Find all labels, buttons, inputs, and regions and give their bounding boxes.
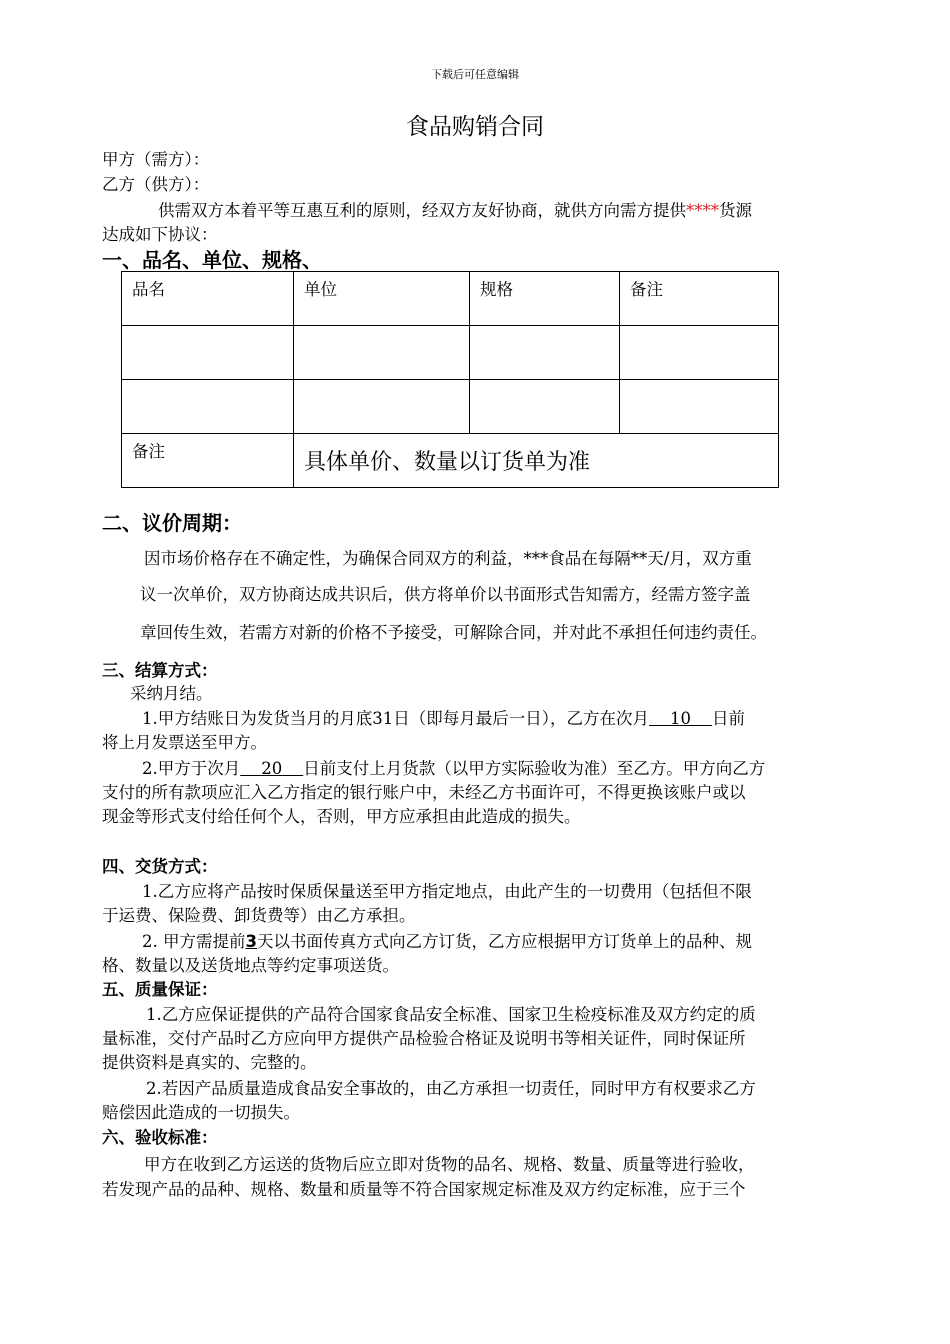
section5-item2-line2: 赔偿因此造成的一切损失。 bbox=[102, 1103, 300, 1122]
intro-line-2: 达成如下协议： bbox=[102, 225, 218, 244]
section2-line-2: 议一次单价，双方协商达成共识后，供方将单价以书面形式告知需方，经需方签字盖 bbox=[140, 585, 751, 604]
table-cell bbox=[470, 326, 620, 380]
intro-text: 供需双方本着平等互惠互利的原则，经双方友好协商，就供方向需方提供 bbox=[158, 201, 686, 220]
section4-item2-text: 2. 甲方需提前 bbox=[142, 932, 246, 951]
section3-heading: 三、结算方式： bbox=[102, 661, 218, 680]
section3-item1-line2: 将上月发票送至甲方。 bbox=[102, 733, 267, 752]
section6-heading: 六、验收标准： bbox=[102, 1128, 218, 1147]
table-row bbox=[122, 380, 779, 434]
table-row bbox=[122, 326, 779, 380]
section5-item2-line1: 2.若因产品质量造成食品安全事故的，由乙方承担一切责任，同时甲方有权要求乙方 bbox=[146, 1079, 756, 1098]
section3-item2-line1 bbox=[142, 757, 862, 781]
section1-heading: 一、品名、单位、规格、 bbox=[102, 248, 322, 272]
blank-day-20 bbox=[240, 759, 303, 778]
section3-item2-line3: 现金等形式支付给任何个人，否则，甲方应承担由此造成的损失。 bbox=[102, 807, 581, 826]
spec-table bbox=[121, 271, 779, 488]
section2-line-1: 因市场价格存在不确定性，为确保合同双方的利益，***食品在每隔**天/月，双方重 bbox=[144, 549, 752, 568]
table-header-cell: 规格 bbox=[470, 272, 620, 326]
section6-line-1: 甲方在收到乙方运送的货物后应立即对货物的品名、规格、数量、质量等进行验收， bbox=[144, 1155, 755, 1174]
section3-line-0: 采纳月结。 bbox=[130, 684, 213, 703]
party-a-line: 甲方（需方）： bbox=[102, 150, 210, 169]
table-note-row bbox=[122, 434, 779, 488]
blank-day-10 bbox=[649, 709, 712, 728]
table-header-cell: 备注 bbox=[620, 272, 779, 326]
table-cell bbox=[122, 326, 294, 380]
table-header-cell: 单位 bbox=[294, 272, 470, 326]
section4-item2-text-end: 天以书面传真方式向乙方订货，乙方应根据甲方订货单上的品种、规 bbox=[256, 932, 752, 951]
table-cell bbox=[620, 326, 779, 380]
section3-item1-text-end: 日前 bbox=[711, 709, 745, 728]
table-cell bbox=[620, 380, 779, 434]
section4-item1-line2: 于运费、保险费、卸货费等）由乙方承担。 bbox=[102, 906, 416, 925]
table-header-cell: 品名 bbox=[122, 272, 294, 326]
section3-item1-text: 1.甲方结账日为发货当月的月底31日（即每月最后一日），乙方在次月 bbox=[142, 709, 649, 728]
section3-item1-line1 bbox=[142, 707, 862, 731]
section5-item1-line1: 1.乙方应保证提供的产品符合国家食品安全标准、国家卫生检疫标准及双方约定的质 bbox=[146, 1005, 756, 1024]
section4-item2-line1 bbox=[142, 930, 862, 954]
section3-item2-text: 2.甲方于次月 bbox=[142, 759, 241, 778]
section4-item1-line1: 1.乙方应将产品按时保质保量送至甲方指定地点，由此产生的一切费用（包括但不限 bbox=[142, 882, 752, 901]
table-cell bbox=[294, 326, 470, 380]
blank-days-3: 3 bbox=[245, 932, 257, 951]
section4-item2-line2: 格、数量以及送货地点等约定事项送货。 bbox=[102, 956, 399, 975]
section2-heading: 二、议价周期： bbox=[102, 511, 242, 535]
party-b-line: 乙方（供方）： bbox=[102, 175, 210, 194]
table-cell bbox=[470, 380, 620, 434]
section6-line-2: 若发现产品的品种、规格、数量和质量等不符合国家规定标准及双方约定标准，应于三个 bbox=[102, 1180, 746, 1199]
table-note-text: 具体单价、数量以订货单为准 bbox=[294, 434, 779, 488]
section3-item2-line2: 支付的所有款项应汇入乙方指定的银行账户中，未经乙方书面许可，不得更换该账户或以 bbox=[102, 783, 746, 802]
table-cell bbox=[294, 380, 470, 434]
table-cell bbox=[122, 380, 294, 434]
intro-placeholder: **** bbox=[686, 201, 719, 220]
section4-heading: 四、交货方式： bbox=[102, 857, 218, 876]
section5-item1-line2: 量标准，交付产品时乙方应向甲方提供产品检验合格证及说明书等相关证件，同时保证所 bbox=[102, 1029, 746, 1048]
section2-line-3: 章回传生效，若需方对新的价格不予接受，可解除合同，并对此不承担任何违约责任。 bbox=[140, 623, 767, 642]
header-note: 下载后可任意编辑 bbox=[431, 68, 519, 81]
table-note-label: 备注 bbox=[122, 434, 294, 488]
section3-item2-text-end: 日前支付上月货款（以甲方实际验收为准）至乙方。甲方向乙方 bbox=[303, 759, 766, 778]
section5-heading: 五、质量保证： bbox=[102, 980, 218, 999]
section5-item1-line3: 提供资料是真实的、完整的。 bbox=[102, 1053, 317, 1072]
blank-value: 10 bbox=[669, 709, 691, 728]
table-header-row bbox=[122, 272, 779, 326]
document-title: 食品购销合同 bbox=[406, 114, 544, 140]
intro-text-end: 货源 bbox=[719, 201, 752, 220]
intro-line-1 bbox=[102, 199, 862, 223]
blank-value: 20 bbox=[261, 759, 283, 778]
